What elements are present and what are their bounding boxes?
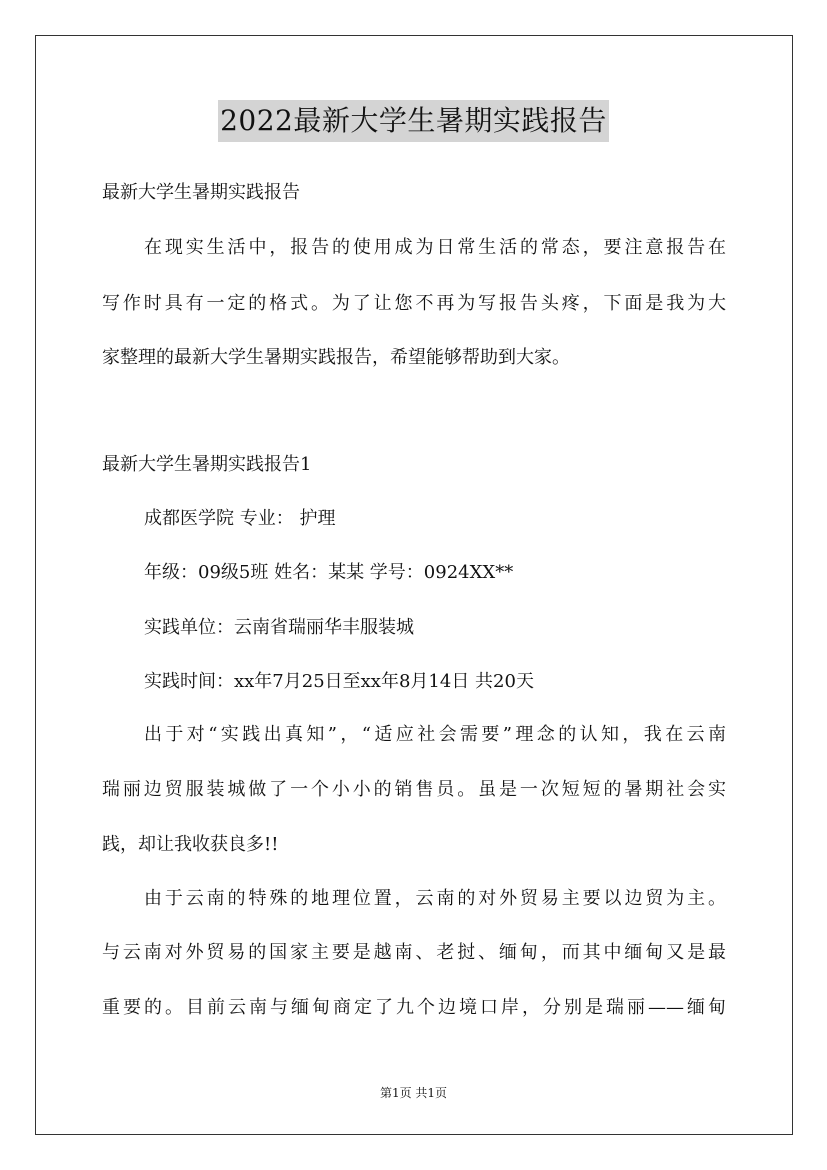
info-line: 实践单位：云南省瑞丽华丰服装城 xyxy=(144,617,414,638)
paragraph-line: 由于云南的特殊的地理位置，云南的对外贸易主要以边贸为主。 xyxy=(144,888,726,909)
info-line: 年级：09级5班 姓名：某某 学号：0924XX** xyxy=(144,562,514,583)
paragraph-line: 出于对“实践出真知”，“适应社会需要”理念的认知，我在云南 xyxy=(144,724,726,745)
paragraph-line: 瑞丽边贸服装城做了一个小小的销售员。虽是一次短短的暑期社会实 xyxy=(102,779,726,800)
section-heading: 最新大学生暑期实践报告1 xyxy=(102,454,312,475)
title-container xyxy=(0,100,827,142)
paragraph-line: 重要的。目前云南与缅甸商定了九个边境口岸，分别是瑞丽——缅甸 xyxy=(102,997,726,1018)
paragraph-line: 家整理的最新大学生暑期实践报告，希望能够帮助到大家。 xyxy=(102,347,570,368)
subtitle-line: 最新大学生暑期实践报告 xyxy=(102,182,300,203)
info-line: 实践时间：xx年7月25日至xx年8月14日 共20天 xyxy=(144,671,534,692)
paragraph-line: 在现实生活中，报告的使用成为日常生活的常态，要注意报告在 xyxy=(144,237,726,258)
paragraph-line: 践，却让我收获良多!! xyxy=(102,834,279,855)
info-line: 成都医学院 专业： 护理 xyxy=(144,508,336,529)
document-title: 2022最新大学生暑期实践报告 xyxy=(218,100,609,142)
paragraph-line: 写作时具有一定的格式。为了让您不再为写报告头疼，下面是我为大 xyxy=(102,293,726,314)
page-footer: 第1页 共1页 xyxy=(379,1086,448,1100)
paragraph-line: 与云南对外贸易的国家主要是越南、老挝、缅甸，而其中缅甸又是最 xyxy=(102,942,726,963)
